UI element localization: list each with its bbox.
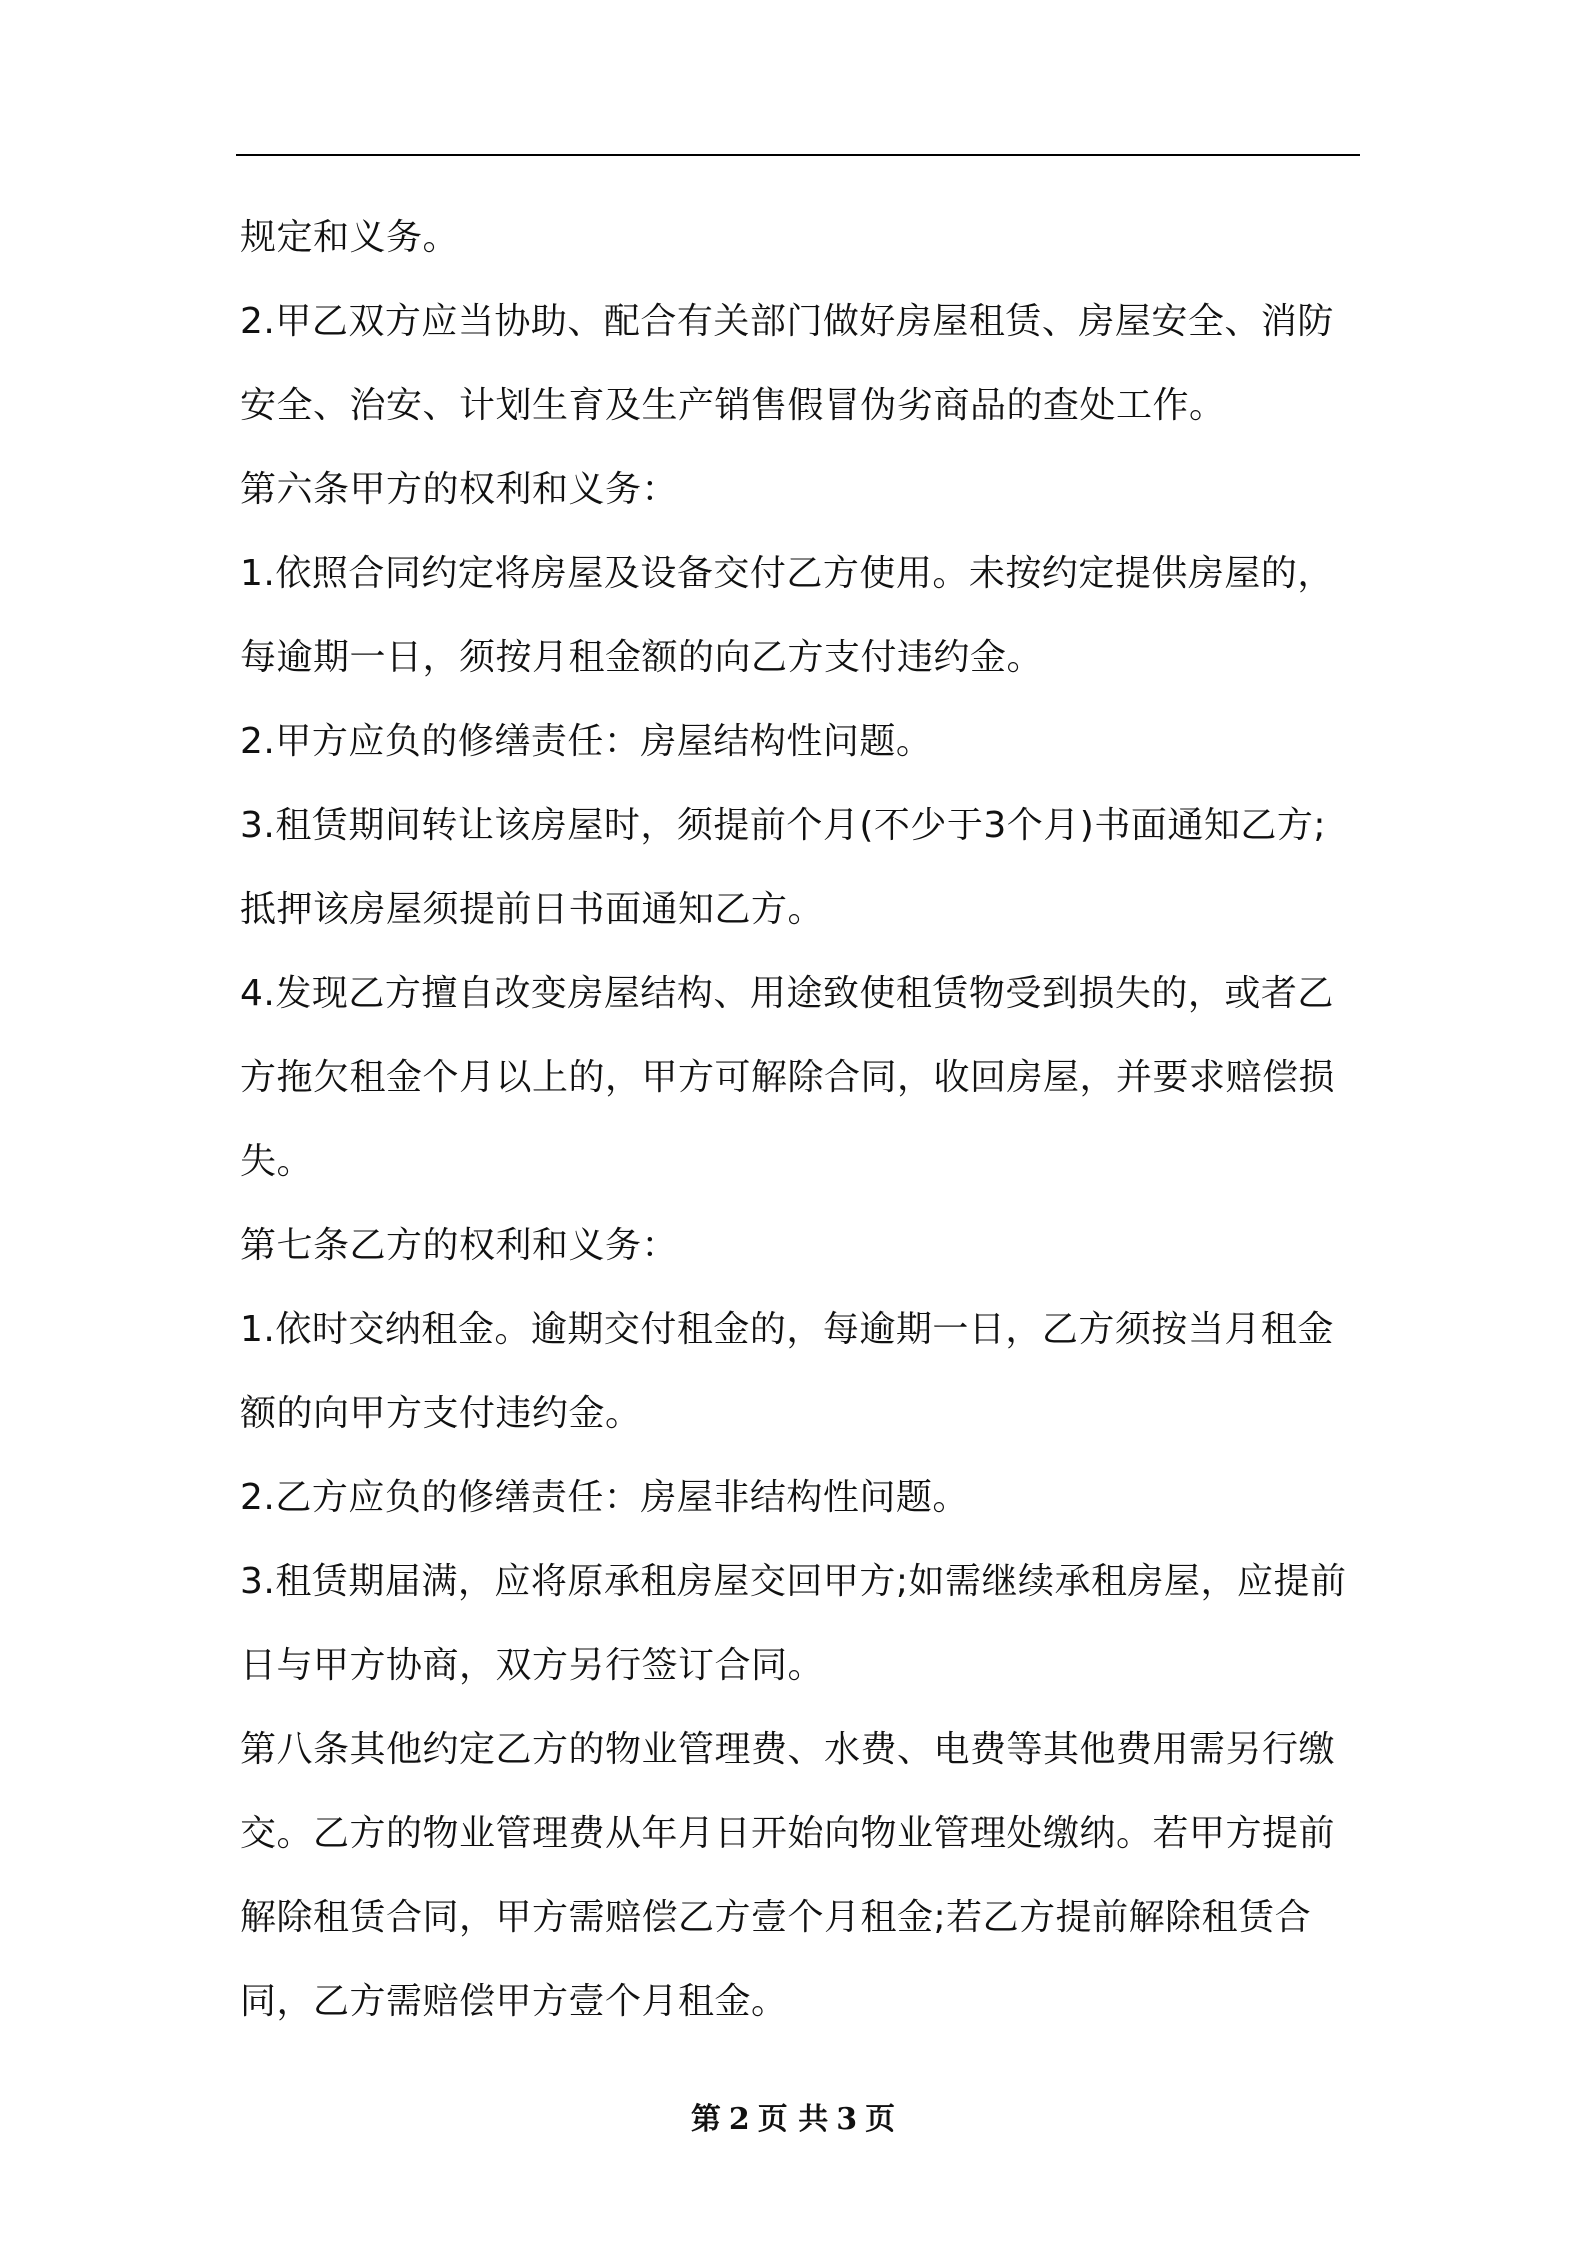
section-heading: 第六条甲方的权利和义务： xyxy=(240,469,679,510)
paragraph: 3.租赁期届满，应将原承租房屋交回甲方;如需继续承租房屋，应提前日与甲方协商，双方另行签订合同。 xyxy=(240,1561,1347,1686)
section-heading: 第七条乙方的权利和义务： xyxy=(240,1225,679,1266)
paragraph: 3.租赁期间转让该房屋时，须提前个月(不少于3个月)书面通知乙方;抵押该房屋须提前日书面通知乙方。 xyxy=(240,805,1326,930)
footer-prefix: 第 xyxy=(690,2102,721,2137)
page-footer xyxy=(0,2100,1586,2140)
paragraph: 第八条其他约定乙方的物业管理费、水费、电费等其他费用需另行缴交。乙方的物业管理费从年月日开始向物业管理处缴纳。若甲方提前解除租赁合同，甲方需赔偿乙方壹个月租金;若乙方提前解除租赁合同，乙方需赔偿甲方壹个月租金。 xyxy=(240,1729,1336,2022)
paragraph: 1.依时交纳租金。逾期交付租金的，每逾期一日，乙方须按当月租金额的向甲方支付违约金。 xyxy=(240,1309,1334,1434)
footer-middle: 页 共 xyxy=(757,2102,829,2137)
footer-suffix: 页 xyxy=(865,2102,896,2137)
paragraph: 2.甲乙双方应当协助、配合有关部门做好房屋租赁、房屋安全、消防安全、治安、计划生育及生产销售假冒伪劣商品的查处工作。 xyxy=(240,301,1334,426)
total-pages: 3 xyxy=(836,2102,858,2137)
paragraph: 1.依照合同约定将房屋及设备交付乙方使用。未按约定提供房屋的，每逾期一日，须按月租金额的向乙方支付违约金。 xyxy=(240,553,1334,678)
paragraph: 2.乙方应负的修缮责任：房屋非结构性问题。 xyxy=(240,1477,969,1518)
paragraph: 4.发现乙方擅自改变房屋结构、用途致使租赁物受到损失的，或者乙方拖欠租金个月以上的，甲方可解除合同，收回房屋，并要求赔偿损失。 xyxy=(240,973,1336,1182)
paragraph: 规定和义务。 xyxy=(240,217,460,258)
header-rule xyxy=(236,154,1360,156)
page-number: 2 xyxy=(728,2102,750,2137)
paragraph: 2.甲方应负的修缮责任：房屋结构性问题。 xyxy=(240,721,933,762)
document-body xyxy=(240,196,1360,2044)
